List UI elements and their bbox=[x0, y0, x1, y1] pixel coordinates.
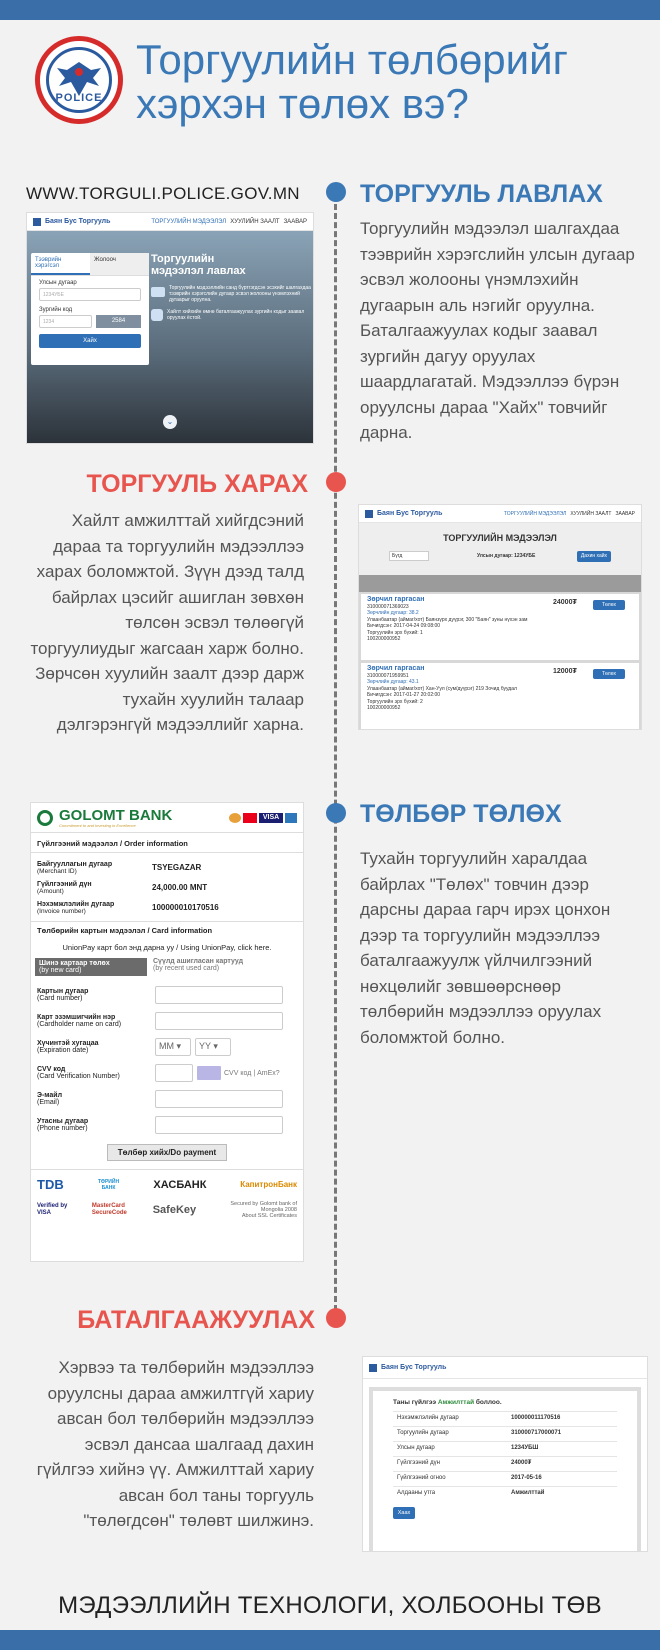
phone-input[interactable] bbox=[155, 1116, 283, 1134]
chevron-down-icon[interactable]: ⌄ bbox=[163, 415, 177, 429]
table-row bbox=[393, 1471, 617, 1486]
amount-value: 24,000.00 MNT bbox=[152, 882, 208, 892]
timeline-dot-2 bbox=[326, 472, 346, 492]
row-label: Гүйлгээний огноо bbox=[397, 1475, 446, 1481]
fine-number: 100200000952 bbox=[367, 705, 401, 711]
fine-date: Бичигдсэн: 2017-01-27 20:02:00 bbox=[367, 692, 441, 698]
pay-button[interactable]: Төлөх bbox=[593, 669, 625, 679]
fine-amount: 12000₮ bbox=[553, 668, 577, 675]
capitron-bank-logo: КапитронБанк bbox=[240, 1180, 297, 1189]
row-value: 24000₮ bbox=[511, 1460, 532, 1466]
expiry-label: Хүчинтэй хугацаа bbox=[37, 1040, 99, 1047]
step3-heading: ТӨЛБӨР ТӨЛӨХ bbox=[360, 800, 562, 828]
fine-id: 310000071369023 bbox=[367, 603, 409, 610]
merchant-value: TSYEGAZAR bbox=[152, 862, 202, 872]
step2-heading: ТОРГУУЛЬ ХАРАХ bbox=[86, 470, 308, 498]
footer-org: МЭДЭЭЛЛИЙН ТЕХНОЛОГИ, ХОЛБООНЫ ТӨВ bbox=[58, 1592, 602, 1619]
fine-number: 100200000952 bbox=[367, 636, 401, 642]
panel-text-2: Хайлт хийхийн өмнө баталгаажуулах зургийн кодыг заавал оруулах ёстой. bbox=[167, 309, 305, 321]
fine-officer: Торгуулийн эрх бүхий: 2 bbox=[367, 698, 423, 705]
confirmation-table bbox=[393, 1411, 617, 1501]
verified-by-visa-logo: Verified by VISA bbox=[37, 1203, 68, 1216]
holder-label-en: (Cardholder name on card) bbox=[37, 1021, 122, 1028]
do-payment-button[interactable]: Төлбөр хийх/Do payment bbox=[107, 1144, 227, 1161]
shot-nav-item[interactable]: ХУУЛИЙН ЗААЛТ bbox=[570, 510, 612, 517]
shot-nav bbox=[27, 213, 313, 231]
pay-button[interactable]: Төлөх bbox=[593, 600, 625, 610]
step2-text: Хайлт амжилттай хийгдсэний дараа та торгуулийн мэдээллээ харах боломжтой. Зүүн дээд талд байрлах цэсийг ашиглан зөвхөн төлсөн эсвэл төлөөгүй торгуулиудыг жагсаан харж болно. Зөрчсөн хуулийн заалт дээр дарж тухайн хуулийн талаар дэлгэрэнгүй мэдээллийг харна. bbox=[30, 511, 304, 734]
table-row bbox=[393, 1441, 617, 1456]
logo-emblem bbox=[46, 47, 112, 113]
row-value: 310000717000071 bbox=[511, 1430, 562, 1436]
tab-recent-card-en: (by recent used card) bbox=[153, 965, 220, 972]
table-row bbox=[393, 1456, 617, 1471]
bottom-bar bbox=[0, 1630, 660, 1650]
expiry-year-select[interactable]: YY ▾ bbox=[195, 1038, 231, 1056]
results-divider bbox=[359, 575, 641, 592]
holder-input[interactable] bbox=[155, 1012, 283, 1030]
cvv-input[interactable] bbox=[155, 1064, 193, 1082]
code-label: Зургийн код bbox=[39, 307, 73, 313]
law-link[interactable]: Зөрчлийн дугаар: 38.2 bbox=[367, 610, 419, 616]
brand-icon bbox=[369, 1364, 377, 1372]
row-label: Улсын дугаар bbox=[397, 1445, 435, 1451]
email-label-en: (Email) bbox=[37, 1099, 60, 1106]
fine-id: 310000071959951 bbox=[367, 672, 409, 679]
row-value: 100000011170516 bbox=[511, 1415, 561, 1421]
confirmation-backdrop bbox=[369, 1387, 641, 1552]
fine-address: Улаанбаатар (аймаг/хот) Хан-Уул (сум/дүүрэг) 219 Зочид буудал bbox=[367, 685, 517, 692]
tab-recent-card[interactable]: Сүүлд ашигласан картууд bbox=[153, 958, 244, 965]
shot-brand: Баян Бус Торгууль bbox=[377, 510, 443, 517]
tab-new-card[interactable]: Шинэ картаар төлөх bbox=[39, 960, 110, 967]
shot-brand: Баян Бус Торгууль bbox=[45, 218, 111, 225]
tab-new-card-en: (by new card) bbox=[39, 967, 82, 974]
fine-title[interactable]: Зөрчил гаргасан bbox=[367, 665, 425, 672]
title-line-2: хэрхэн төлөх вэ? bbox=[136, 80, 469, 127]
shield-icon bbox=[151, 309, 163, 321]
fine-card-1 bbox=[361, 594, 639, 660]
row-label: Торгуулийн дугаар bbox=[397, 1430, 449, 1436]
fine-officer: Торгуулийн эрх бүхий: 1 bbox=[367, 629, 423, 636]
car-icon bbox=[151, 287, 165, 297]
step4-text: Хэрвээ та төлбөрийн мэдээллээ оруулсны дараа амжилтгүй хариу авсан бол төлбөрийн мэдээллээ эсвэл дансаа шалгаад дахин гүйлгээ хийнэ үү. Амжилттай хариу авсан бол таны торгууль "төлөгдсөн" төлөвт шилжинэ. bbox=[36, 1358, 314, 1530]
shot-brand: Баян Бус Торгууль bbox=[381, 1364, 447, 1371]
fine-card-2 bbox=[361, 663, 639, 729]
shot-nav-item[interactable]: ТОРГУУЛИЙН МЭДЭЭЛЭЛ bbox=[151, 218, 227, 225]
row-value: 2017-05-16 bbox=[511, 1475, 542, 1481]
results-screenshot bbox=[358, 504, 642, 730]
confirmation-message: Таны гүйлгээ Амжилттай боллоо. bbox=[393, 1399, 502, 1406]
page-title bbox=[136, 38, 646, 126]
captcha-image: 2584 bbox=[96, 315, 141, 328]
golomt-payment-form: GOLOMT BANK Commitment to and Investing in Excellence VISA Гүйлгээний мэдээлэл / Order information Байгууллагын дугаар (Merchant ID) TSYEGAZAR Гүйлгээний дүн (Amount) 24,000.00 MNT Нэхэмжлэлийн дугаар (Invoice number) 100000010170516 Төлбөрийн картын мэдээлэл / Card information UnionPay карт бол энд дарна уу / Using UnionPay, click here. Шинэ картаар төлөх (by new card) Сүүлд ашигласан картууд (by recent used card) Картын дугаар (Card number) Карт эзэмшигчийн нэр (Cardholder name on card) Хүчинтэй хугацаа (Expiration date) MM ▾ YY ▾ CVV код (Card Verification Number) CVV код | AmEx? Э-майл (Email) Утасны дугаар (Phone number) Төлбөр хийх/Do payment TDB ТӨРИЙН БАНК ХАСБАНК КапитронБанк Verified by VISA MasterCard SecureCode SafeKey Secured by Golomt bank of Mongolia 2008 About SSL Certificates bbox=[30, 802, 304, 1262]
xac-bank-logo: ХАСБАНК bbox=[153, 1178, 207, 1191]
plate-label: Улсын дугаар bbox=[39, 280, 77, 286]
card-number-input[interactable] bbox=[155, 986, 283, 1004]
order-info-title: Гүйлгээний мэдээлэл / Order information bbox=[37, 839, 188, 848]
timeline-line bbox=[334, 195, 337, 1320]
amount-label: Гүйлгээний дүн bbox=[37, 881, 92, 888]
card-info-title: Төлбөрийн картын мэдээлэл / Card information bbox=[31, 921, 303, 939]
cvv-label: CVV код bbox=[37, 1066, 66, 1073]
search-button[interactable]: Хайх bbox=[39, 334, 141, 348]
cvv-label-en: (Card Verification Number) bbox=[37, 1073, 120, 1080]
invoice-label: Нэхэмжлэлийн дугаар bbox=[37, 901, 115, 908]
table-row bbox=[393, 1426, 617, 1441]
golomt-logo-icon bbox=[37, 810, 53, 826]
fine-date: Бичигдсэн: 2017-04-24 09:08:00 bbox=[367, 623, 441, 629]
results-plate: Улсын дугаар: 1234УБЕ bbox=[477, 553, 536, 559]
shot-nav-item[interactable]: ХУУЛИЙН ЗААЛТ bbox=[230, 218, 280, 225]
panel-text-1: Торгуулийн мэдээллийн санд бүртгэгдсэн эсэхийг шалгахдаа тээврийн хэрэгслийн дугаар эсвэл жолооны үнэмлэхний дугаарыг оруулна. bbox=[169, 285, 311, 303]
panel-title: Торгуулийн мэдээлэл лавлах bbox=[151, 253, 246, 277]
lookup-form bbox=[31, 253, 149, 365]
row-label: Гүйлгээний дүн bbox=[397, 1460, 440, 1466]
row-value: 1234УБШ bbox=[511, 1445, 539, 1451]
ssl-link[interactable]: About SSL Certificates bbox=[241, 1213, 297, 1219]
lookup-info bbox=[151, 253, 311, 321]
tab-vehicle[interactable]: Тээврийн хэрэгсэл bbox=[31, 253, 90, 275]
tdb-logo: TDB bbox=[37, 1177, 64, 1192]
invoice-value: 100000010170516 bbox=[152, 902, 219, 912]
shot-nav-item[interactable]: ТОРГУУЛИЙН МЭДЭЭЛЭЛ bbox=[503, 510, 567, 517]
table-row bbox=[393, 1486, 617, 1501]
row-value: Амжилттай bbox=[511, 1490, 545, 1496]
row-label: Нэхэмжлэлийн дугаар bbox=[397, 1415, 459, 1421]
amount-label-en: (Amount) bbox=[37, 888, 64, 895]
results-title: ТОРГУУЛИЙН МЭДЭЭЛЭЛ bbox=[443, 533, 557, 543]
filter-select[interactable]: Бүгд bbox=[389, 551, 429, 561]
confirmation-modal bbox=[373, 1391, 637, 1552]
plate-input[interactable]: 1234УБЕ bbox=[39, 288, 141, 301]
law-link[interactable]: Зөрчлийн дугаар: 43.1 bbox=[367, 679, 419, 685]
table-row bbox=[393, 1411, 617, 1426]
state-bank-logo: ТӨРИЙН БАНК bbox=[98, 1178, 120, 1191]
brand-icon bbox=[365, 510, 373, 518]
cvv-hint: CVV код bbox=[224, 1069, 252, 1077]
close-button[interactable]: Хаах bbox=[393, 1507, 415, 1519]
brand-icon bbox=[33, 218, 41, 226]
shot-nav bbox=[359, 505, 641, 523]
top-bar bbox=[0, 0, 660, 20]
email-label: Э-майл bbox=[37, 1092, 63, 1099]
lookup-screenshot bbox=[26, 212, 314, 444]
email-input[interactable] bbox=[155, 1090, 283, 1108]
tab-driver[interactable]: Жолооч bbox=[90, 253, 149, 275]
fine-address: Улаанбаатар (аймаг/хот) Баянзүрх дүүрэг, 300 "Баян" зуны нүхэн зам bbox=[367, 616, 528, 623]
shot-nav bbox=[363, 1357, 647, 1379]
shot-nav-item[interactable]: ЗААВАР bbox=[283, 218, 307, 225]
shot-nav-item[interactable]: ЗААВАР bbox=[615, 510, 635, 517]
step1-heading: ТОРГУУЛЬ ЛАВЛАХ bbox=[360, 180, 603, 208]
step4-heading: БАТАЛГААЖУУЛАХ bbox=[77, 1306, 315, 1334]
bank-tagline: Commitment to and Investing in Excellence bbox=[59, 822, 136, 828]
invoice-label-en: (Invoice number) bbox=[37, 908, 86, 915]
timeline-dot-3 bbox=[326, 803, 346, 823]
amex-link[interactable]: AmEx? bbox=[257, 1069, 280, 1077]
merchant-label: Байгууллагын дугаар bbox=[37, 861, 113, 868]
merchant-label-en: (Merchant ID) bbox=[37, 868, 77, 875]
timeline-dot-1 bbox=[326, 182, 346, 202]
fine-title[interactable]: Зөрчил гаргасан bbox=[367, 596, 425, 603]
expiry-label-en: (Expiration date) bbox=[37, 1047, 89, 1054]
card-logos-icon: VISA bbox=[229, 813, 297, 823]
phone-label-en: (Phone number) bbox=[37, 1125, 88, 1132]
card-number-label-en: (Card number) bbox=[37, 995, 83, 1002]
card-number-label: Картын дугаар bbox=[37, 988, 89, 995]
expiry-month-select[interactable]: MM ▾ bbox=[155, 1038, 191, 1056]
logo-text: POLICE bbox=[55, 92, 103, 104]
step3-text: Тухайн торгуулийн харалдаа байрлах "Төлөх" товчин дээр дарсны дараа гарч ирэх цонхон дээр та торгуулийн мэдээллээ баталгаажуулж үйлчилгээний нөхцөлийг зөвшөөрснөөр төлбөрийн мэдээллээ оруулах боломжтой болно. bbox=[360, 849, 611, 1047]
unionpay-link[interactable]: UnionPay карт бол энд дарна уу / Using UnionPay, click here. bbox=[62, 943, 272, 952]
bank-name: GOLOMT BANK bbox=[59, 806, 173, 824]
phone-label: Утасны дугаар bbox=[37, 1118, 89, 1125]
safekey-logo: SafeKey bbox=[152, 1204, 197, 1216]
search-again-button[interactable]: Дахин хайх bbox=[577, 551, 611, 562]
step1-text: Торгуулийн мэдээлэл шалгахдаа тээврийн хэрэгслийн улсын дугаар эсвэл жолооны үнэмлэхийн дугаарын аль нэгийг оруулна. Баталгаажуулах кодыг заавал зургийн дагуу оруулах шаардлагатай. Мэдээллээ бүрэн оруулсны дараа "Хайх" товчийг дарна. bbox=[360, 219, 635, 442]
secured-by-text: Secured by Golomt bank of Mongolia 2008 bbox=[230, 1201, 297, 1213]
website-url[interactable]: WWW.TORGULI.POLICE.GOV.MN bbox=[26, 184, 300, 203]
mastercard-securecode-logo: MasterCard SecureCode bbox=[91, 1203, 127, 1216]
results-header bbox=[359, 523, 641, 575]
confirmation-screenshot bbox=[362, 1356, 648, 1552]
holder-label: Карт эзэмшигчийн нэр bbox=[37, 1014, 116, 1021]
code-input[interactable]: 1234 bbox=[39, 315, 92, 328]
police-logo bbox=[35, 36, 123, 124]
timeline-dot-4 bbox=[326, 1308, 346, 1328]
cvv-card-icon bbox=[197, 1066, 221, 1080]
title-line-1: Торгуулийн төлбөрийг bbox=[136, 36, 568, 83]
fine-amount: 24000₮ bbox=[553, 599, 577, 606]
row-label: Алдааны утга bbox=[397, 1490, 436, 1496]
